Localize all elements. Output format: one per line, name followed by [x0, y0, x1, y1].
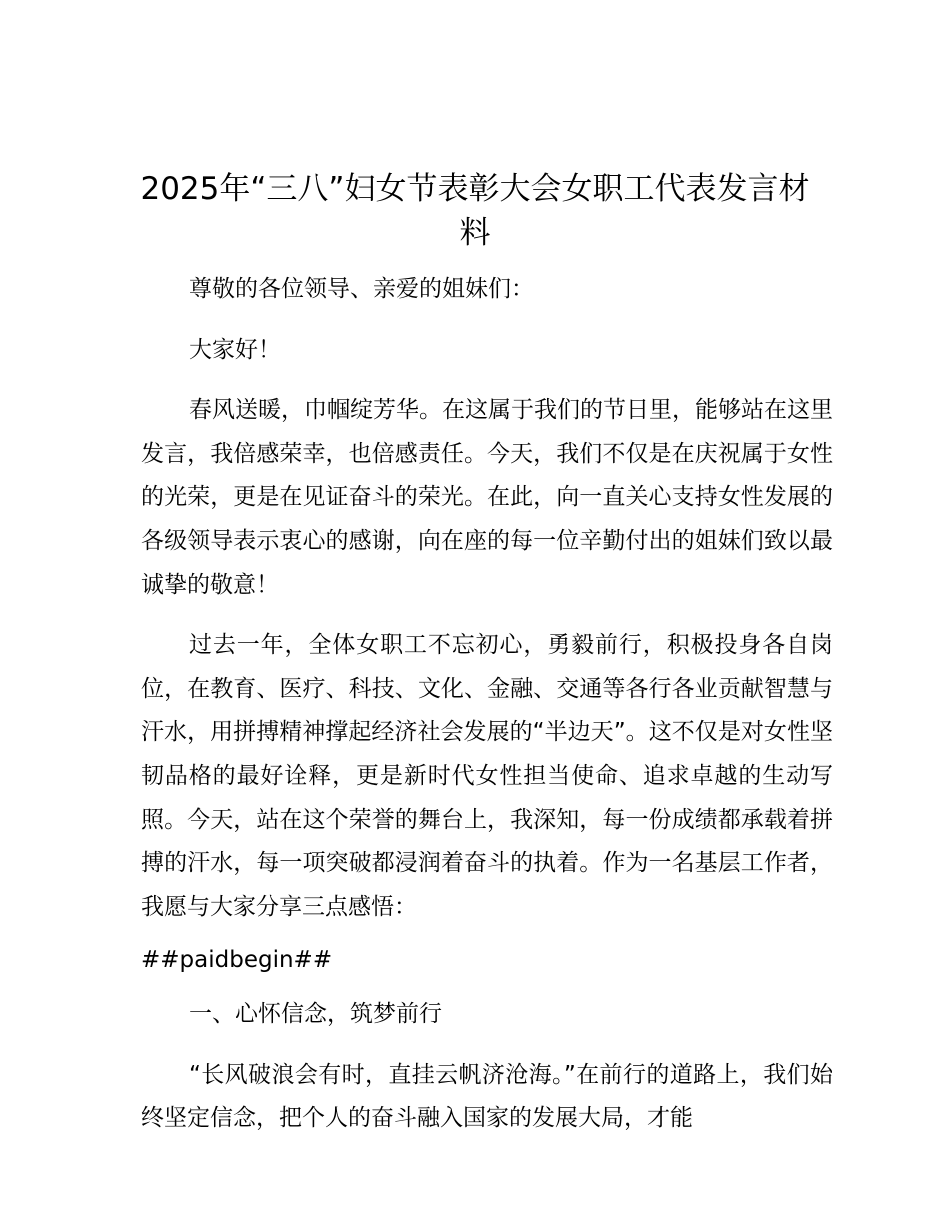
paid-begin-marker: ##paidbegin##	[141, 947, 333, 974]
paragraph-opening: 春风送暖，巾帼绽芳华。在这属于我们的节日里，能够站在这里发言，我倍感荣幸，也倍感责任。今天，我们不仅是在庆祝属于女性的光荣，更是在见证奋斗的荣光。在此，向一直关心支持女性发展的各级领导表示衷心的感谢，向在座的每一位辛勤付出的姐妹们致以最诚挚的敬意！	[141, 397, 833, 598]
paragraph-section-1: “长风破浪会有时，直挂云帆济沧海。”在前行的道路上，我们始终坚定信念，把个人的奋斗融入国家的发展大局，才能	[141, 1061, 833, 1132]
greeting: 大家好！	[189, 336, 281, 363]
paragraph-review: 过去一年，全体女职工不忘初心，勇毅前行，积极投身各自岗位，在教育、医疗、科技、文化、金融、交通等各行各业贡献智慧与汗水，用拼搏精神撑起经济社会发展的“半边天”。这不仅是对女性坚韧品格的最好诠释，更是新时代女性担当使命、追求卓越的生动写照。今天，站在这个荣誉的舞台上，我深知，每一份成绩都承载着拼搏的汗水，每一项突破都浸润着奋斗的执着。作为一名基层工作者，我愿与大家分享三点感悟：	[141, 632, 833, 920]
section-heading-1: 一、心怀信念，筑梦前行	[189, 1000, 442, 1027]
document-title: 2025年“三八”妇女节表彰大会女职工代表发言材料	[140, 171, 810, 251]
salutation: 尊敬的各位领导、亲爱的姐妹们：	[189, 276, 534, 302]
document-body	[141, 268, 833, 1158]
